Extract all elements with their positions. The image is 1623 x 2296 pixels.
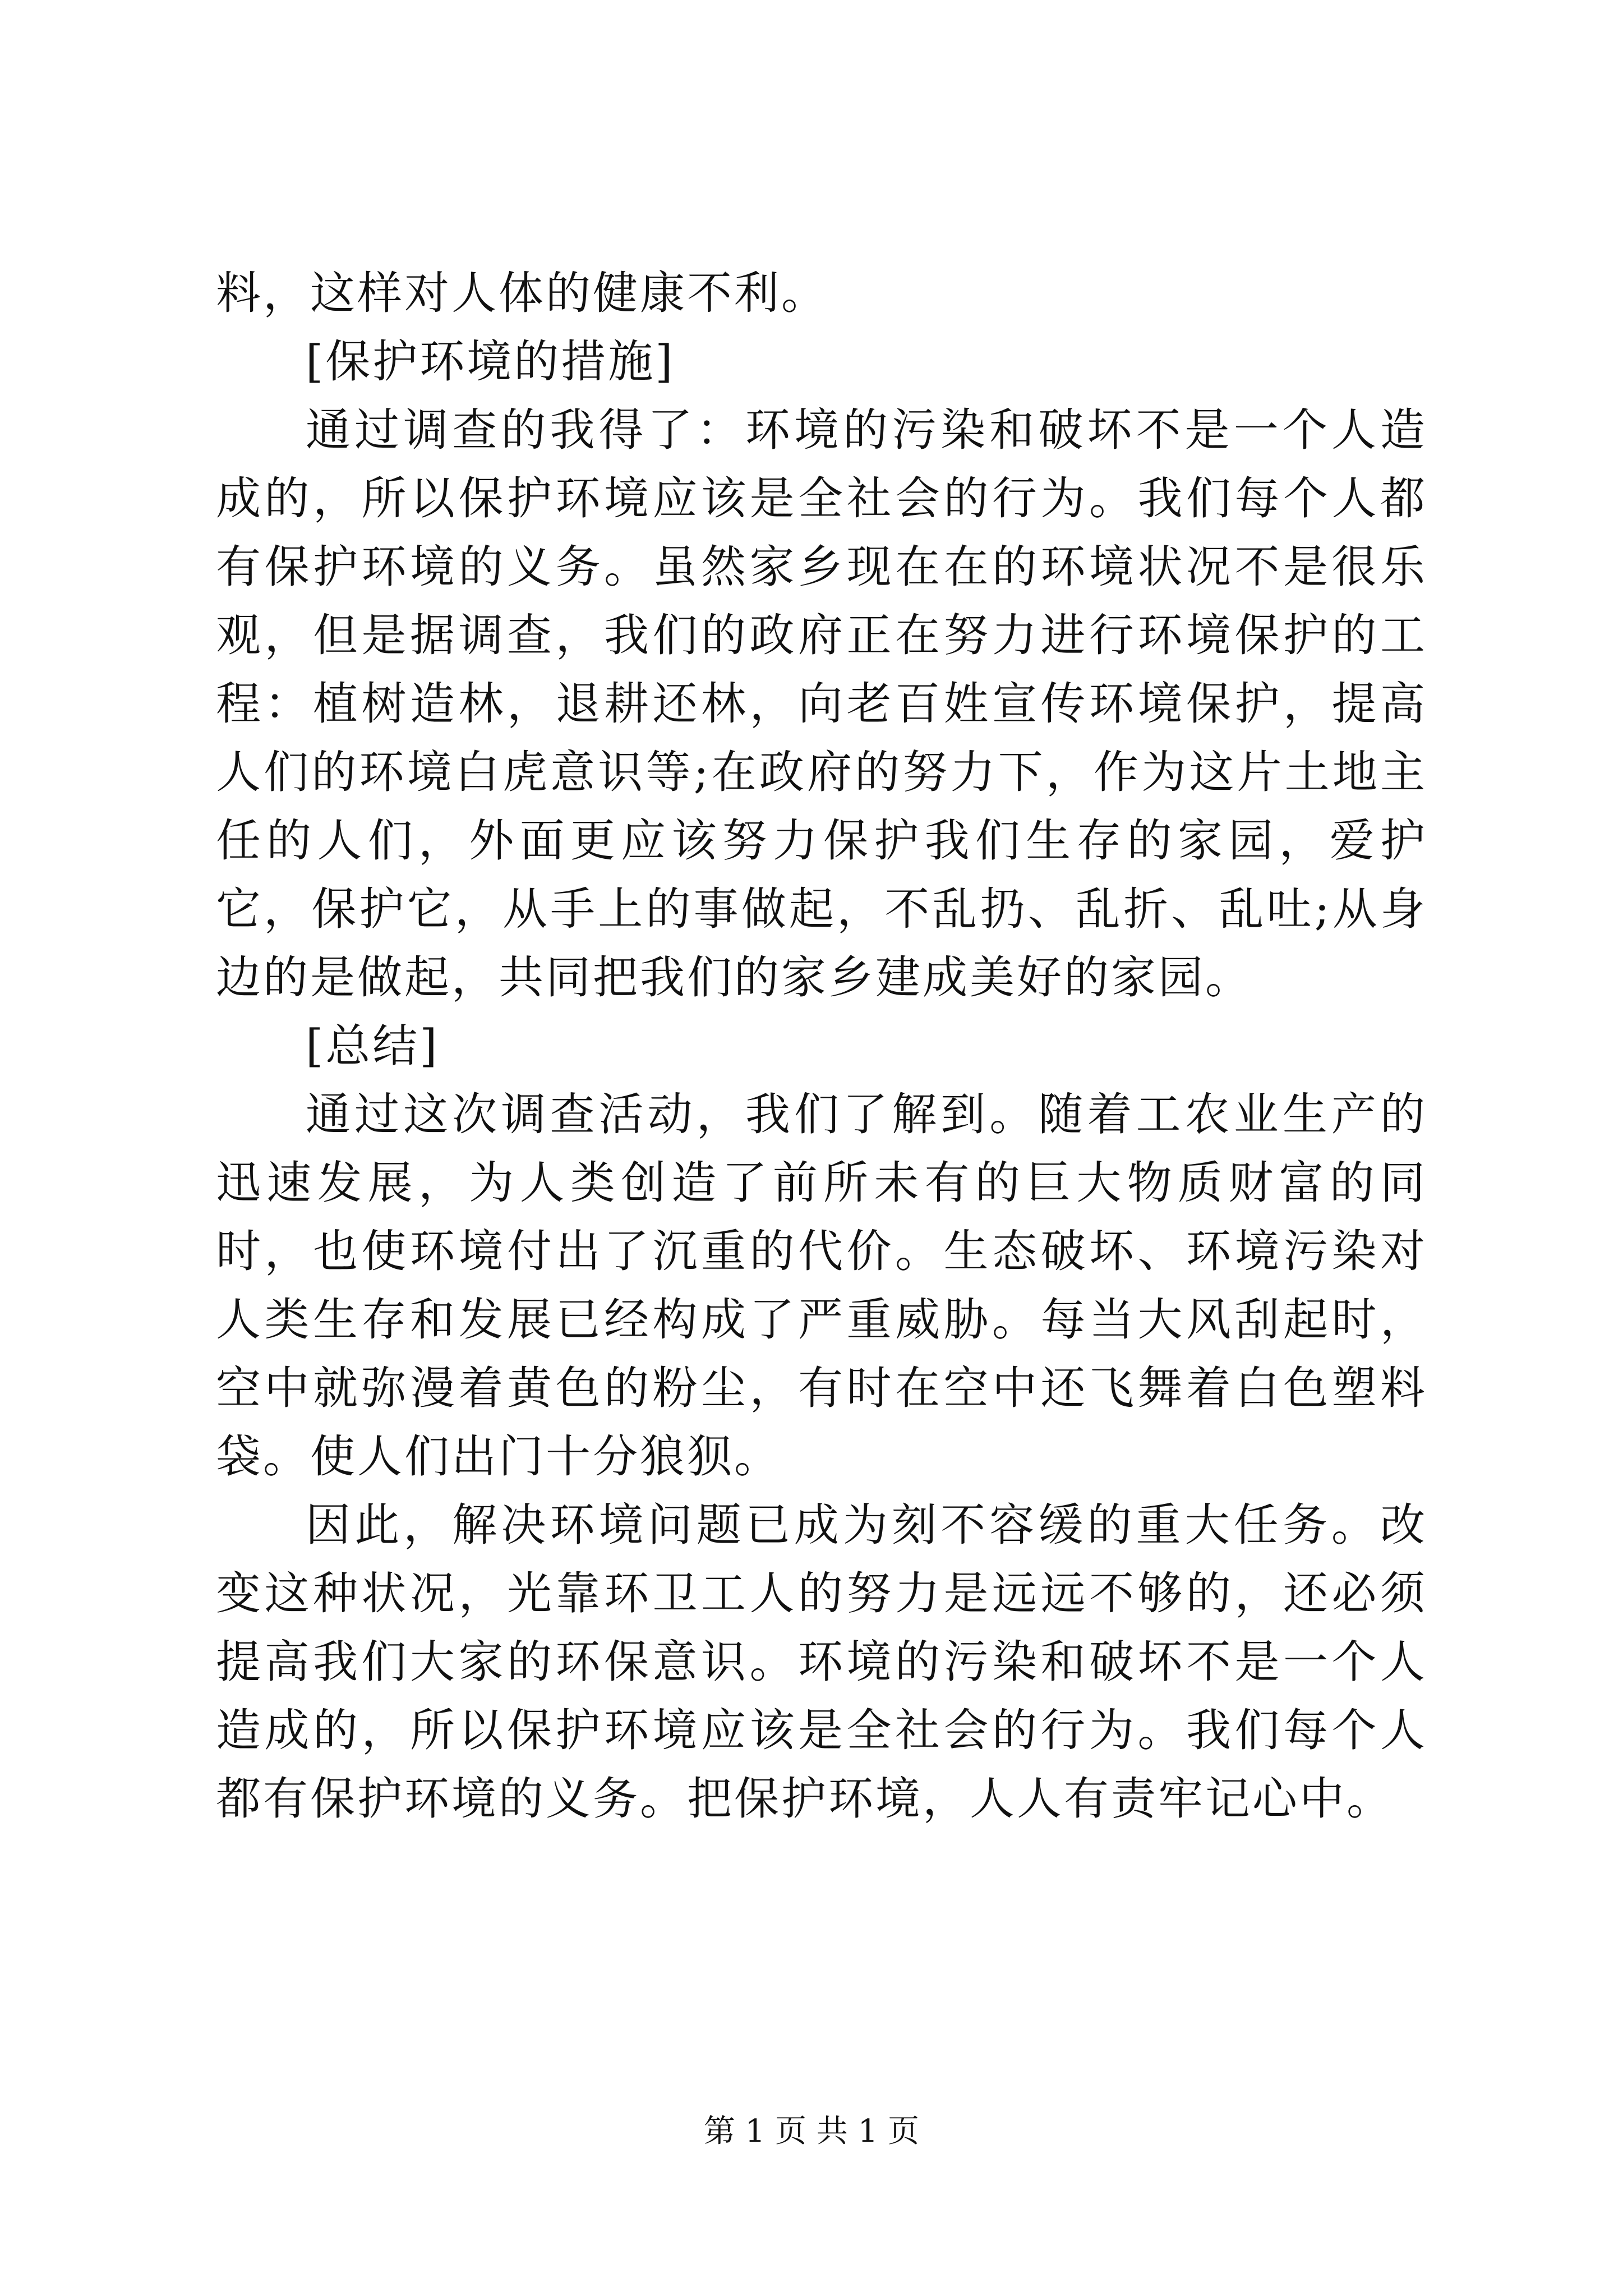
section-heading-measures: [保护环境的措施]	[306, 335, 675, 388]
document-body	[216, 259, 1427, 1833]
paragraph-continuation: 料，这样对人体的健康不利。	[216, 267, 828, 319]
paragraph-measures: 通过调查的我得了：环境的污染和破坏不是一个人造成的，所以保护环境应该是全社会的行为。我们每个人都有保护环境的义务。虽然家乡现在在的环境状况不是很乐观，但是据调查，我们的政府正在努力进行环境保护的工程：植树造林，退耕还林，向老百姓宣传环境保护，提高人们的环境白虎意识等;在政府的努力下，作为这片土地主任的人们，外面更应该努力保护我们生存的家园，爱护它，保护它，从手上的事做起，不乱扔、乱折、乱吐;从身边的是做起，共同把我们的家乡建成美好的家园。	[216, 404, 1427, 1004]
paragraph-summary-1: 通过这次调查活动，我们了解到。随着工农业生产的迅速发展，为人类创造了前所未有的巨大物质财富的同时，也使环境付出了沉重的代价。生态破坏、环境污染对人类生存和发展已经构成了严重威胁。每当大风刮起时，空中就弥漫着黄色的粉尘，有时在空中还飞舞着白色塑料袋。使人们出门十分狼狈。	[216, 1088, 1427, 1483]
page-number-footer: 第 1 页 共 1 页	[703, 2113, 920, 2150]
paragraph-summary-2: 因此，解决环境问题已成为刻不容缓的重大任务。改变这种状况，光靠环卫工人的努力是远远不够的，还必须提高我们大家的环保意识。环境的污染和破坏不是一个人造成的，所以保护环境应该是全社会的行为。我们每个人都有保护环境的义务。把保护环境，人人有责牢记心中。	[216, 1499, 1427, 1825]
section-heading-summary: [总结]	[306, 1020, 440, 1072]
